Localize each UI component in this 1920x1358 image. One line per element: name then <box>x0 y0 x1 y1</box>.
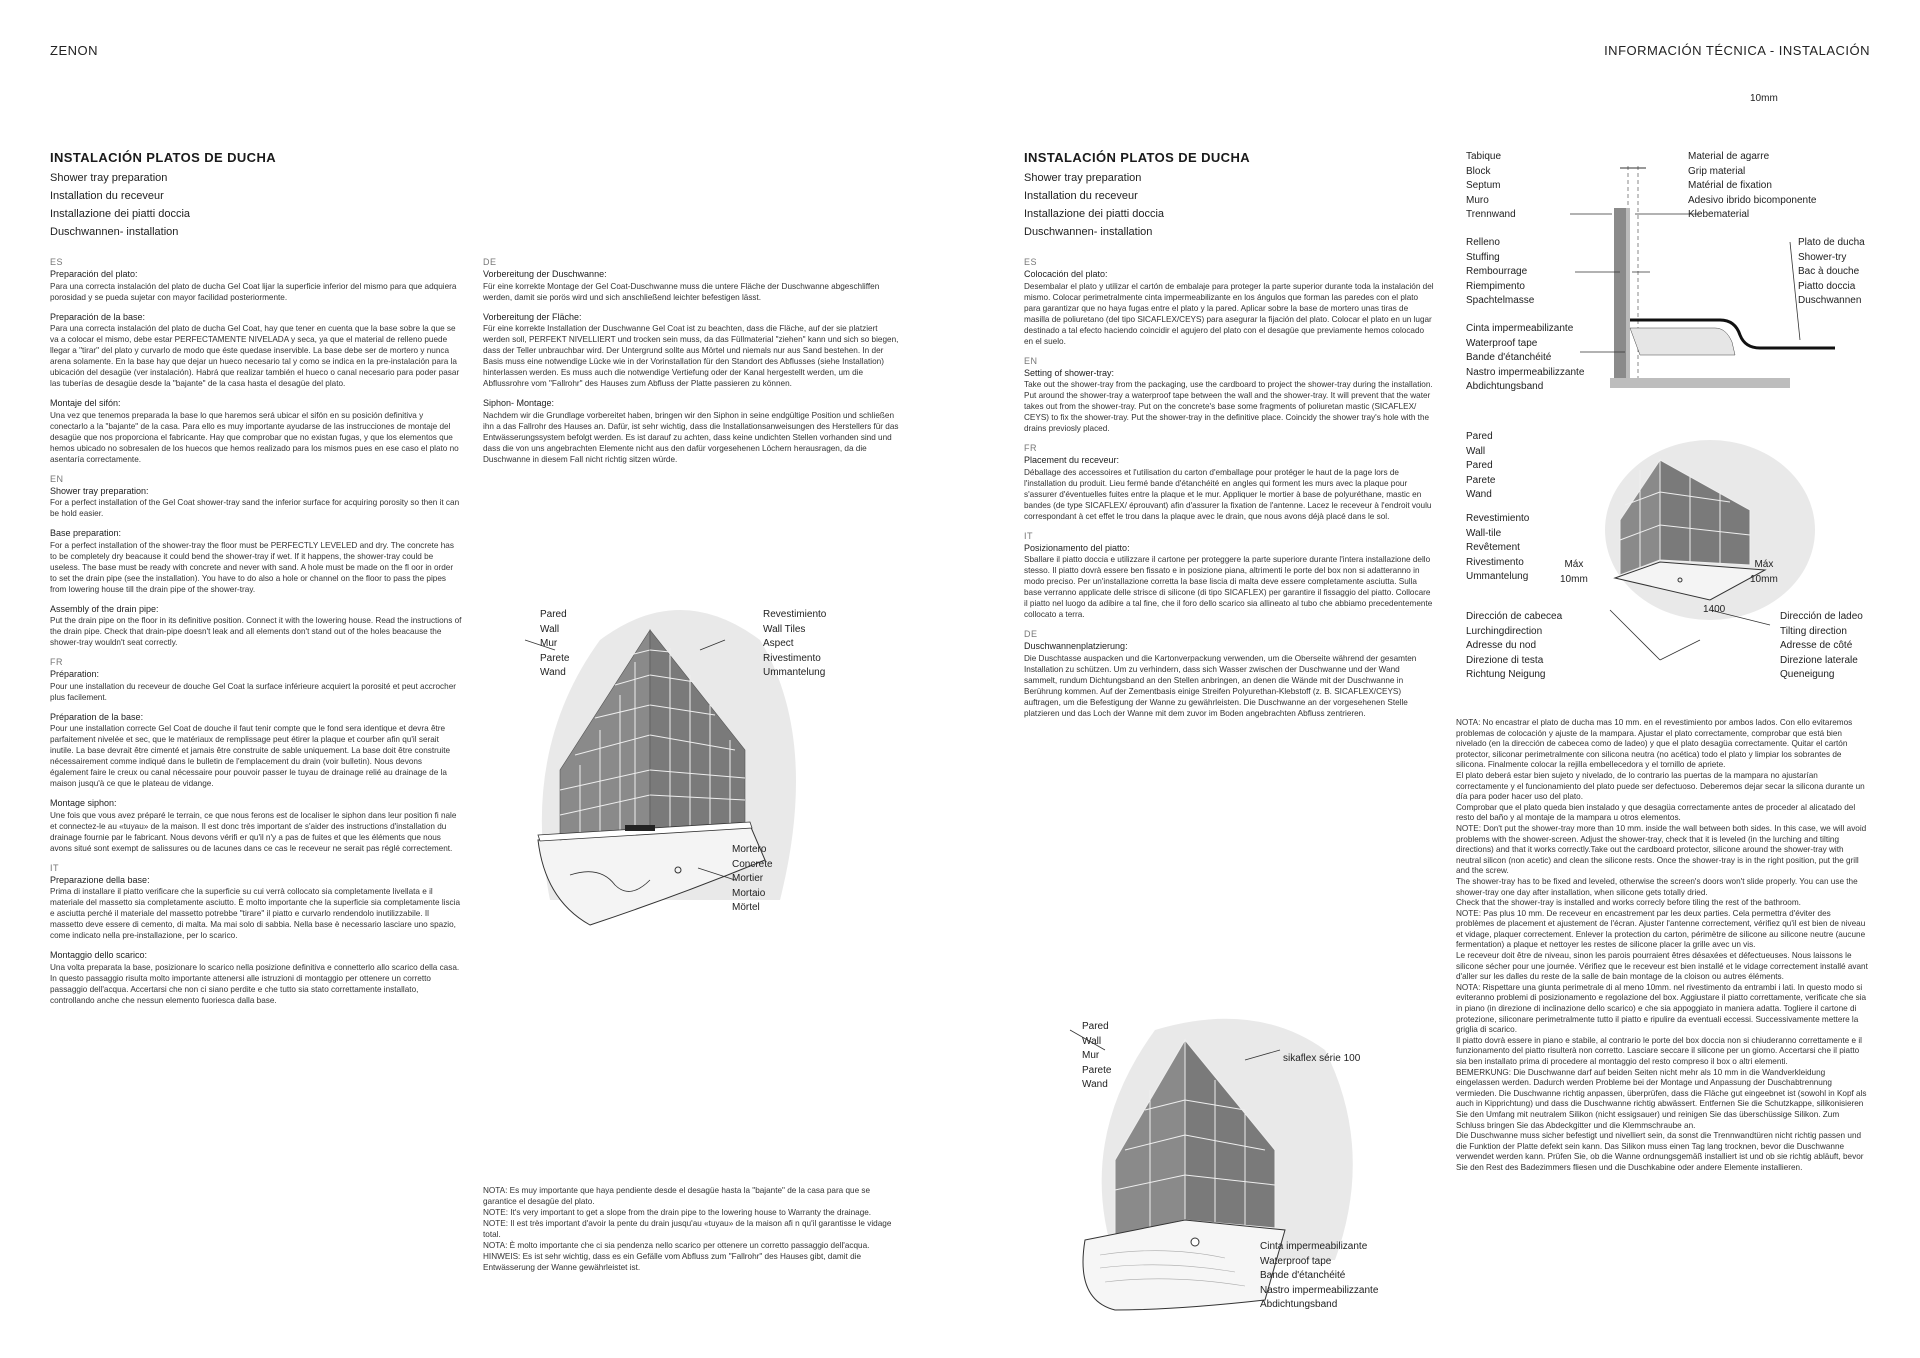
diagram-label: Adresse du nod <box>1466 640 1537 651</box>
diagram-label: Dirección de ladeo <box>1780 611 1863 622</box>
diagram-label: Waterproof tape <box>1260 1255 1332 1267</box>
diagram-label: Nastro impermeabilizzante <box>1466 366 1585 378</box>
right-subtitle: Duschwannen- installation <box>1024 226 1153 238</box>
right-page-title: INSTALACIÓN PLATOS DE DUCHA <box>1024 150 1251 165</box>
sealant-tape-labels <box>1260 1240 1378 1313</box>
section-body: Take out the shower-tray from the packaging, use the cardboard to project the shower-tray during the installation. Put around the shower-tray a waterproof tape between the wall and the shower-tray. It will prevent that the water takes out from the shower-tray. Put on the concrete's base some fragments of poliuretan mastic (SICAFLEX/ CEYS) to fix the shower-tray. Put the shower-tray in the definitive place. Coincidy the shower tray's hole with the drains previosly placed. <box>1024 380 1433 433</box>
diagram-label: Bac à douche <box>1798 266 1860 277</box>
note: NOTA: È molto importante che ci sia pendenza nello scarico per ottenere un corretto passaggio dell'acqua. <box>483 1241 870 1250</box>
left-notes <box>483 1185 903 1273</box>
note: The shower-tray has to be fixed and leveled, otherwise the screen's doors won't slide properly. You can use the shower-tray one day after installation, when silicone gets totally dried. <box>1456 876 1858 897</box>
diagram-label: Ummantelung <box>763 667 826 678</box>
section-body: For a perfect installation of the shower-tray the floor must be PERFECTLY LEVELED and dry. The concrete has to be completely dry beacause it could bend the shower-tray if wet. If it happens, the shower-tray could be useless. The base must be ready with concrete and never with sand. A hole must be made on the fl oor in order to set the drain pipe (see the installation). You have to do also a hole or channel on the floor to pass the pipes from lowering house till the drain pipe of the shower-tray. <box>50 540 454 594</box>
diagram-label: Adresse de côté <box>1780 640 1853 651</box>
diagram-label: Mur <box>540 638 558 649</box>
diagram-label: Mur <box>1082 1050 1100 1061</box>
section-body: Desembalar el plato y utilizar el cartón de embalaje para proteger la parte superior durante toda la instalación del mismo. Colocar perimetralmente cinta impermeabilizante en los ángulos que forman las paredes con el plato para garantizar que no haya fugas entre el plato y la pared. Aplicar sobre la base de mortero unas tiras de masilla de poliuretano (del tipo SICAFLEX/CEYS) para asegurar la fijación del plato. Colocar el plato en un lugar destinado a tal efecto haciendo coincidir el agujero del plato con el desagüe que previamente hemos colocado en el suelo. <box>1024 281 1434 346</box>
section-heading: Preparazione della base: <box>50 874 150 885</box>
diagram-label: Aspect <box>763 638 794 649</box>
note: NOTE: Il est très important d'avoir la pente du drain jusqu'au «tuyau» de la maison afi n qu'il garantisse le vidage total. <box>483 1219 892 1239</box>
diagram-label: Rembourrage <box>1466 266 1528 277</box>
section-heading: Shower tray preparation: <box>50 485 149 496</box>
diagram-label: Lurchingdirection <box>1466 625 1543 637</box>
sealant-wall-labels <box>1082 1020 1111 1093</box>
diagram-label: Parete <box>1082 1064 1112 1076</box>
diagram-label: Bande d'étanchéité <box>1466 352 1552 363</box>
diagram-label: Spachtelmasse <box>1466 295 1535 306</box>
diagram-label: Tabique <box>1466 151 1502 162</box>
section-body: Put the drain pipe on the floor in its definitive position. Connect it with the lowering house. Read the instructions of the drain pipe. Check that drain-pipe doesn't leak and all elements don't stand out of the holes beacause the shower-tray wouldn't seat correctly. <box>50 616 462 647</box>
diagram-label: Ummantelung <box>1466 571 1529 582</box>
section-body: Sballare il piatto doccia e utilizzare il cartone per proteggere la parte superiore durante l'intera installazione dello stesso. Il piatto dovrà essere ben fissato e in posizione piana, altrimenti le porte del box non si adatteranno in modo preciso. Per un'installazione corretta la base liscia di malta deve essere completamente asciutta. Sulla base verranno applicate delle strisce di silicone (di tipo SICAFLEX) per garantire il fissaggio del piatto. Collocare il piatto nel luogo da adibire a tal fine, che il foro dello scarico sia allineato al tubo che abbiamo precedentemente collocato a terra. <box>1024 555 1433 619</box>
note: Le receveur doit être de niveau, sinon les parois pourraient êtres désaxées et défectueuses. Nous laissons le silicone sécher pour une journée. Vérifiez que le receveur est bien installé et le vidage correctement installé avant d'aller sur les dalles du reste de la salle de bain montage de la cloison ou autres éléments. <box>1456 951 1868 982</box>
left-diagram-tile-labels <box>763 608 826 681</box>
diagram-label: Wall <box>1466 445 1486 457</box>
lang-block-es <box>50 257 462 465</box>
lang-code: DE <box>483 257 497 267</box>
section-body: Déballage des accessoires et l'utilisation du carton d'emballage pour protéger le haut de la page lors de l'installation du produit. Lieu fermé bande d'étanchéité en angles qui forment les murs avec la plaque pour s'assurer d'éventuelles fuites entre la plaque et le mur. Appliquer le mortier à base de polyuréthane, mastic en bandes (de type SICAFLEX/ éprouvant) afin d'assurer la fixation de l'antenne. Lacez le receveur à l'endroit voulu correspondant à cet effet le trou dans la plaque avec le drain, que nous avons déjà placé dans le sol. <box>1024 467 1432 521</box>
diagram-label: Mortaio <box>732 887 766 899</box>
dim-1400-label: 1400 <box>1703 604 1726 615</box>
brand-name: ZENON <box>50 43 98 58</box>
diagram-label: Revestimiento <box>1466 513 1530 524</box>
section-heading: Vorbereitung der Duschwanne: <box>483 269 607 279</box>
right-subtitle: Installazione dei piatti doccia <box>1024 208 1165 220</box>
left-diagram-mortar-labels <box>732 843 773 916</box>
section-heading: Montaggio dello scarico: <box>50 950 148 960</box>
profile-tape-labels <box>1466 322 1584 395</box>
direction-arrow <box>1610 610 1700 660</box>
note: NOTE: Pas plus 10 mm. De receveur en encastrement par les deux parties. Cela permettra d'éviter des problèmes de placement et ajustement de l'écran. Ajuster l'antenne correctement, vérifiez qu'il est bien de niveau et vidage, plaquer correctement. Enlever la protection du carton, périmètre de silicone au silicone neutre (aucune fermentation) a plaque et nettoyer les restes de silicone placer la grille avec un vis. <box>1456 908 1866 950</box>
lang-code: EN <box>1024 355 1038 366</box>
drain-level-icon <box>625 825 655 831</box>
lang-code: ES <box>1024 257 1038 267</box>
section-heading: Montaje del sifón: <box>50 398 121 408</box>
left-subtitle: Shower tray preparation <box>50 172 168 184</box>
left-text-column <box>50 257 462 1015</box>
diagram-label: Grip material <box>1688 165 1746 177</box>
note: Comprobar que el plato queda bien instalado y que desagüa correctamente antes de proceder al alicatado del resto del baño y al montaje de la mampara u otros elementos. <box>1456 802 1856 823</box>
lang-code: FR <box>1024 443 1037 453</box>
section-heading: Placement du receveur: <box>1024 455 1120 465</box>
section-heading: Préparation de la base: <box>50 711 144 722</box>
diagram-label: Tilting direction <box>1780 625 1847 637</box>
left-subtitle: Installation du receveur <box>50 190 164 202</box>
section-body: Nachdem wir die Grundlage vorbereitet haben, bringen wir den Siphon in seine endgültige Position und schließen ihn a das Fallrohr des Hauses an. Dafür, ist sehr wichtig, dass die Installationsanweisungen des Herstellers für das Entwässerungssystem befolgt werden. Es ist darauf zu achten, dass keine undichten Stellen vorhanden sind und dass die von uns angebrachten Elemente nicht aus den dafür vorgesehenen Löchern herausragen, da die Duschwanne in diesem Fall nicht richtig sitzen würde. <box>483 410 899 464</box>
iso-wall-labels <box>1466 430 1495 503</box>
section-body: Una vez que tenemos preparada la base lo que haremos será ubicar el sifón en su posición definitiva y conectarlo a la "bajante" de la casa. Para ello es muy importante ayudarse de las instrucciones de montaje del desagüe que nos proporciona el fabricante. Hay que comprobar que no existan fugas, y que los elementos que hemos ubicado no sobresalen de los huecos que hemos realizado para los mismos pues en ese caso el plato no asentaría correctamente. <box>50 410 459 464</box>
section-body: Una volta preparata la base, posizionare lo scarico nella posizione definitiva e connetterlo allo scarico della casa. In questo passaggio risulta molto importante attenersi alle istruzioni di montaggio per ottenere un corretto passaggio dell'acqua. Accertarsi che non ci siano perdite e che tutto sia stato correttamente installato, controllando anche che nessun elemento fuoriesca dalla base. <box>50 962 460 1005</box>
diagram-label: Revestimiento <box>763 609 827 620</box>
iso-tile-labels <box>1466 512 1529 585</box>
diagram-label: Revêtement <box>1466 542 1520 553</box>
diagram-label: Wand <box>1082 1079 1108 1090</box>
lang-code: IT <box>50 862 59 873</box>
left-text-column-de <box>483 257 903 474</box>
note: NOTE: Don't put the shower-tray more than 10 mm. inside the wall between both sides. In this case, we will avoid problems with the shower-screen. Adjust the shower-tray, check that it is leveled (in the lurching and tilting directions) and that it works correctly.Take out the cardboard protector, silicone around the shower-tray with neutral silicon (non acetic) and clean the silicone rests. Once the shower-tray is in the right position, put the grill and the screw. <box>1456 823 1867 876</box>
lang-code: EN <box>50 473 64 484</box>
diagram-label: Duschwannen <box>1798 295 1862 306</box>
lang-block-de <box>1024 629 1434 719</box>
section-body: Une fois que vous avez préparé le terrain, ce que nous ferons est de localiser le siphon dans leur position fi nale et connectez-le au «tuyau» de la maison. Il est donc très important de s'aider des instructions d'installation du drainage fournie par le fabricant. Nous devons vérifi er qu'il n'y a pas de fuites et que les éléments que nous avons situé sont exempt de salissures ou de lacunes dans ce cas le receveur ne serait pas réglé correctement. <box>50 810 457 853</box>
diagram-label: Pared <box>1466 460 1493 471</box>
diagram-label: Abdichtungsband <box>1260 1299 1338 1310</box>
section-heading: Préparation: <box>50 669 100 679</box>
section-body: Pour une installation correcte Gel Coat de douche il faut tenir compte que le fond sera identique et devra être parfaitement nivelée et sec, que le matériaux de remplissage peut étirer la plaque et courber afin qu'il serait inutile. La base devrait être cimenté et jamais être construite de sable uniquement. La base doit être construite nécessairement comme indiqué dans le bulletin de l'emplacement du drain (voir bulletin). Nous devons également faire le creux ou canal nécessaire pour pouvoir passer le tuyau de drainage relié au drainage de la maison jusqu'à ce que le plateau de vidange. <box>50 724 451 788</box>
adhesive-layer <box>1626 208 1630 380</box>
diagram-label: Relleno <box>1466 237 1500 248</box>
base-slab <box>1610 378 1790 388</box>
profile-filler-labels <box>1466 236 1534 309</box>
max-right-label: Máx 10mm <box>1750 559 1778 585</box>
right-notes <box>1456 718 1870 1174</box>
profile-wall-labels <box>1466 150 1516 223</box>
diagram-label: Rivestimento <box>1466 556 1524 568</box>
section-heading: Posizionamento del piatto: <box>1024 542 1130 553</box>
section-heading: Preparación del plato: <box>50 269 138 279</box>
iso-head-direction-labels <box>1466 610 1562 683</box>
note: HINWEIS: Es ist sehr wichtig, dass es ein Gefälle vom Abfluss zum "Fallrohr" des Hauses gibt, damit die Entwässerung der Wanne gewährleistet ist. <box>483 1252 862 1272</box>
wall-block <box>1614 208 1626 380</box>
left-title-block <box>50 150 430 241</box>
section-body: Für eine korrekte Montage der Gel Coat-Duschwanne muss die untere Fläche der Duschwanne abgeschliffen werden, damit sie porös wird und sich anschließend leichter befestigen lässt. <box>483 281 880 302</box>
diagram-label: Wall Tiles <box>763 623 806 635</box>
lang-code: DE <box>1024 629 1038 639</box>
section-title: INFORMACIÓN TÉCNICA - INSTALACIÓN <box>1604 43 1870 58</box>
section-heading: Base preparation: <box>50 528 122 538</box>
right-title-block <box>1024 150 1404 241</box>
note: Check that the shower-tray is installed and works correcly before tiling the rest of the bathroom. <box>1456 898 1801 908</box>
section-heading: Siphon- Montage: <box>483 398 555 408</box>
section-body: Para una correcta instalación del plato de ducha Gel Coat, hay que tener en cuenta que la base sobre la que se va a colocar el mismo, debe estar PERFECTAMENTE NIVELADA y seca, ya que el material de relleno puede llegar a "tirar" del plato y curvarlo de modo que éste quedase inservible. La base debe ser de mortero y nunca arena solamente. En la base hay que dejar un hueco necesario tal y como se indica en la pre-instalación para la ubicación del desagüe (ver instalación). Habrá que realizar también el hueco o canal necesario para poder pasar las tuberías de desagüe desde la "bajante" de la casa hasta el desagüe del plato. <box>50 324 460 388</box>
sikaflex-label: sikaflex série 100 <box>1283 1053 1361 1064</box>
profile-adhesive-labels <box>1688 150 1816 223</box>
left-diagram-wall-labels <box>540 608 569 681</box>
max-left-label: Máx 10mm <box>1560 559 1588 585</box>
diagram-label: Parete <box>1466 474 1496 486</box>
diagram-label: Riempimento <box>1466 280 1525 292</box>
lang-code: FR <box>50 657 63 667</box>
diagram-label: Block <box>1466 165 1491 177</box>
lang-block-es <box>1024 257 1434 347</box>
diagram-label: Septum <box>1466 180 1501 191</box>
diagram-label: Bande d'étanchéité <box>1260 1270 1346 1281</box>
lang-block-it <box>1024 531 1434 621</box>
diagram-label: Material de agarre <box>1688 151 1770 162</box>
diagram-label: Piatto doccia <box>1798 280 1856 292</box>
diagram-label: Stuffing <box>1466 251 1500 263</box>
diagram-label: Wand <box>540 667 566 678</box>
diagram-label: Klebematerial <box>1688 209 1750 220</box>
diagram-label: Pared <box>1466 431 1493 442</box>
diagram-label: Wall-tile <box>1466 527 1502 539</box>
section-body: For a perfect installation of the Gel Coat shower-tray sand the inferior surface for acquiring porosity so then it can be hold easier. <box>50 498 460 518</box>
lang-block-it <box>50 863 462 1006</box>
diagram-label: Wall <box>540 623 560 635</box>
diagram-label: Matérial de fixation <box>1688 180 1772 191</box>
section-body: Para una correcta instalación del plato de ducha Gel Coat lijar la superficie inferior del mismo para que adquiera porosidad y se pueda sujetar con mayor facilidad posteriormente. <box>50 281 457 302</box>
lang-block-en <box>1024 356 1434 435</box>
diagram-label: Concrete <box>732 858 773 870</box>
section-heading: Vorbereitung der Fläche: <box>483 311 582 322</box>
diagram-label: Muro <box>1466 194 1489 206</box>
diagram-label: Mortier <box>732 873 764 884</box>
diagram-label: Mortero <box>732 844 767 855</box>
diagram-label: Shower-try <box>1798 251 1847 263</box>
diagram-label: Parete <box>540 652 570 664</box>
profile-tray-labels <box>1798 236 1865 309</box>
iso-tilt-direction-labels <box>1780 610 1863 683</box>
diagram-label: Pared <box>1082 1021 1109 1032</box>
section-body: Die Duschtasse auspacken und die Kartonverpackung verwenden, um die Oberseite während der gesamten Installation zu schützen. Um zu verhindern, dass sich Wasser zwischen der Duschwanne und der Wand sammelt, rundum Dichtungsband an den Stellen anbringen, an denen die Wände mit der Duschwanne in Berührung kommen. Auf der Zementbasis einige Streifen Polyurethan-Klebstoff (z. B. SICAFLEX/CEYS) auftragen, um die Befestigung der Wanne zu gewährleisten. Die Duschwanne an der vorgesehenen Stelle platzieren und das Loch der Wanne mit dem zuvor im Boden angebrachten Abfluss zentrieren. <box>1024 653 1417 718</box>
lang-code: ES <box>50 257 64 267</box>
section-heading: Montage siphon: <box>50 798 117 808</box>
diagram-label: Waterproof tape <box>1466 337 1538 349</box>
dim-10mm-label: 10mm <box>1750 93 1778 104</box>
diagram-label: Wand <box>1466 489 1492 500</box>
diagram-label: Nastro impermeabilizzante <box>1260 1284 1379 1296</box>
diagram-label: Abdichtungsband <box>1466 381 1544 392</box>
section-heading: Setting of shower-tray: <box>1024 367 1115 378</box>
diagram-label: Trennwand <box>1466 209 1516 220</box>
diagram-label: Mörtel <box>732 902 760 913</box>
right-text-column <box>1024 257 1434 728</box>
drain-hole-icon <box>1191 1238 1199 1246</box>
lang-block-fr <box>50 657 462 854</box>
diagram-label: Dirección de cabecea <box>1466 611 1563 622</box>
note: Die Duschwanne muss sicher befestigt und nivelliert sein, da sonst die Trennwandtüren nicht richtig passen und die Funktion der Platte defekt sein kann. Das Silikon muss einen Tag lang trocknen, bevor die Duschwanne verwendet werden kann. Prüfen Sie, ob die Wanne ordnungsgemäß installiert ist und ob sie richtig abläuft, bevor Sie den Rest des Badezimmers fliesen und die Duschkabine oder andere Elemente installieren. <box>1456 1131 1864 1172</box>
right-subtitle: Installation du receveur <box>1024 190 1138 202</box>
left-subtitle: Duschwannen- installation <box>50 226 179 238</box>
filler <box>1630 328 1735 355</box>
diagram-label: Richtung Neigung <box>1466 669 1546 680</box>
note: BEMERKUNG: Die Duschwanne darf auf beiden Seiten nicht mehr als 10 mm in die Wandverkleidung eingelassen werden. Dadurch werden Probleme bei der Montage und Anpassung der Duschabtrennung vermieden. Die Duschwanne richtig anpassen, überprüfen, dass die Fläche gut eingeebnet ist (sowohl in Kopf als auch in Kipprichtung) und dass die Duschwanne richtig abwässert. Entfernen Sie die Schutzkappe, silikonisieren Sie den Umfang mit neutralem Silikon (nicht essigsauer) und reinigen Sie das überschüssige Silikon. Zum Schluss bringen Sie das Abdeckgitter und die Klemmschraube an. <box>1456 1067 1867 1130</box>
diagram-label: Plato de ducha <box>1798 237 1865 248</box>
section-body: Pour une installation du receveur de douche Gel Coat la surface inférieure acquiert la porosité et peut accrocher plus facilement. <box>50 681 456 702</box>
diagram-label: Pared <box>540 609 567 620</box>
section-heading: Preparación de la base: <box>50 311 146 322</box>
diagram-label: Direzione di testa <box>1466 654 1544 666</box>
diagram-label: Adesivo ibrido bicomponente <box>1688 194 1817 206</box>
diagram-label: Queneigung <box>1780 669 1835 680</box>
section-heading: Assembly of the drain pipe: <box>50 603 159 614</box>
note: NOTA: Rispettare una giunta perimetrale di al meno 10mm. nel rivestimento da entrambi i lati. In questo modo si eviteranno problemi di posizionamento e regolazione del box. Aggiustare il piatto correttamente, verificate che sia in piano (in direzione di inclinazione dello scarico) e che sia appoggiato in maniera adatta. Togliere il cartone di protezione, siliconare perimetralmente tutto il piatto e ripulire da eventuali eccessi. Successivamente mettere la griglia di scarico. <box>1456 982 1867 1035</box>
diagram-label: Wall <box>1082 1035 1102 1047</box>
diagram-label: Direzione laterale <box>1780 654 1858 666</box>
left-subtitle: Installazione dei piatti doccia <box>50 208 191 220</box>
section-heading: Colocación del plato: <box>1024 269 1108 279</box>
right-subtitle: Shower tray preparation <box>1024 172 1142 184</box>
note: NOTA: Es muy importante que haya pendiente desde el desagüe hasta la "bajante" de la casa para que se garantice el desagüe del plato. <box>483 1186 871 1206</box>
section-body: Für eine korrekte Installation der Duschwanne Gel Coat ist zu beachten, dass die Fläche, auf der sie platziert werden soll, PERFEKT NIVELLIERT und trocken sein muss, da das Füllmaterial "ziehen" kann und sich so biegen, dass der Teller unbrauchbar wird. Der Untergrund sollte aus Mörtel und niemals nur aus Sand bestehen. In der Basis muss eine notwendige Lücke wie in der Vorinstallation für den Standort des Abflusses (siehe Installation) hinterlassen werden. Es muss auch die notwendige Vertiefung oder der Kanal hergestellt werden, um die Abflussrohre vom "Fallrohr" des Hauses zum Abfluss der Platte passieren zu können. <box>483 324 899 388</box>
lang-code: IT <box>1024 530 1033 541</box>
note: Il piatto dovrà essere in piano e stabile, al contrario le porte del box doccia non si chiuderanno correttamente e il funzionamento del piatto risulterà non corretto. Lasciare seccare il silicone per un giorno. Accertarsi che il piatto sia ben installato prima di procedere al montaggio del resto compreso il box o altri elementi. <box>1456 1035 1862 1066</box>
section-heading: Duschwannenplatzierung: <box>1024 641 1128 651</box>
diagram-label: Rivestimento <box>763 652 821 664</box>
diagram-label: Cinta impermeabilizante <box>1260 1241 1368 1252</box>
note: El plato deberá estar bien sujeto y nivelado, de lo contrario las puertas de la mampara no ajustarían correctamente y el funcionamiento del plato puede ser defectuoso. Deberemos dejar secar la silicona durante un día para poder hacer uso del plato. <box>1456 770 1865 802</box>
section-body: Prima di installare il piatto verificare che la superficie su cui verrà collocato sia completamente livellata e il materiale del massetto sia completamente asciutto. È molto importante che la superficie sia completamente liscia e asciutta perché il materiale del massetto potrebbe "tirare" il piatto e curvarlo rendendolo inutilizzabile. Il massetto deve essere di cemento, di malta. Ma mai solo di sabbia. Nella base è necessario lasciare uno spazio, come indicato nella pre-installazione, per lo scarico. <box>50 887 461 940</box>
lang-block-fr <box>1024 443 1434 522</box>
note: NOTA: No encastrar el plato de ducha mas 10 mm. en el revestimiento por ambos lados. Con ello evitaremos problemas de colocación y ajuste de la mampara. Ajustar el plato correctamente, comprobar que está bien nivelado (en la dirección de cabecea como de ladeo) y que el plato desagüa correctamente. Quitar el cartón protector, siliconar perimetralmente con silicona neutra (no acética) todo el plato y limpiar los sobrantes de silicona. Finalmente colocar la rejilla embellecedora y el tornillo de apriete. <box>1456 718 1853 770</box>
lang-block-en <box>50 474 462 649</box>
left-page-title: INSTALACIÓN PLATOS DE DUCHA <box>50 150 277 165</box>
note: NOTE: It's very important to get a slope from the drain pipe to the lowering house to Warranty the drainage. <box>483 1208 872 1217</box>
diagram-label: Cinta impermeabilizante <box>1466 323 1574 334</box>
